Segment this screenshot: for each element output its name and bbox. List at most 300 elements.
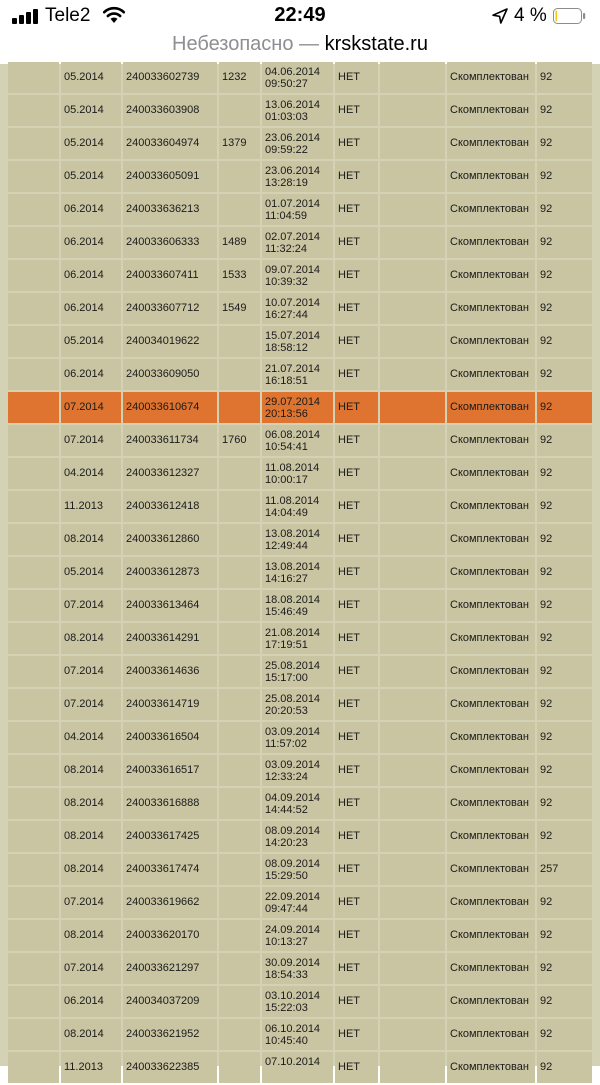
cell-status: Скомплектован xyxy=(447,1052,535,1083)
cell-blank xyxy=(8,62,59,93)
cell-number xyxy=(219,524,260,555)
cell-account: 240033612327 xyxy=(123,458,217,489)
cell-blank xyxy=(8,392,59,423)
cell-month: 07.2014 xyxy=(61,689,121,720)
cell-blank xyxy=(8,260,59,291)
table-row xyxy=(0,491,600,524)
cell-blank xyxy=(380,755,445,786)
cell-account: 240033603908 xyxy=(123,95,217,126)
cell-date: 07.10.2014 xyxy=(265,1056,321,1068)
cell-time: 16:18:51 xyxy=(265,375,308,387)
cell-datetime xyxy=(262,986,333,1017)
cell-date: 25.08.2014 xyxy=(265,660,321,672)
table-row xyxy=(0,458,600,491)
cell-date: 04.06.2014 xyxy=(265,66,321,78)
cell-code: 92 xyxy=(537,359,592,390)
cell-code: 92 xyxy=(537,920,592,951)
address-bar[interactable] xyxy=(0,30,600,64)
cell-flag: НЕТ xyxy=(335,1052,378,1083)
cell-date: 22.09.2014 xyxy=(265,891,321,903)
cell-datetime xyxy=(262,491,333,522)
cell-status: Скомплектован xyxy=(447,359,535,390)
cell-blank xyxy=(380,392,445,423)
cell-number xyxy=(219,788,260,819)
cell-number xyxy=(219,722,260,753)
cell-time: 18:58:12 xyxy=(265,342,308,354)
cell-status: Скомплектован xyxy=(447,260,535,291)
cell-flag: НЕТ xyxy=(335,194,378,225)
cell-flag: НЕТ xyxy=(335,689,378,720)
cell-blank xyxy=(380,788,445,819)
cell-account: 240033610674 xyxy=(123,392,217,423)
table-row xyxy=(0,755,600,788)
cell-date: 18.08.2014 xyxy=(265,594,321,606)
cell-flag: НЕТ xyxy=(335,326,378,357)
table-row xyxy=(0,128,600,161)
cell-time: 10:54:41 xyxy=(265,441,308,453)
cell-blank xyxy=(8,590,59,621)
cell-status: Скомплектован xyxy=(447,920,535,951)
cell-flag: НЕТ xyxy=(335,557,378,588)
cell-number xyxy=(219,95,260,126)
cell-blank xyxy=(380,953,445,984)
cell-blank xyxy=(380,326,445,357)
cell-month: 05.2014 xyxy=(61,557,121,588)
cell-date: 09.07.2014 xyxy=(265,264,321,276)
cell-date: 24.09.2014 xyxy=(265,924,321,936)
cell-time: 10:39:32 xyxy=(265,276,308,288)
cell-code: 92 xyxy=(537,656,592,687)
cell-status: Скомплектован xyxy=(447,227,535,258)
cell-number xyxy=(219,689,260,720)
cell-blank xyxy=(8,887,59,918)
cell-time: 14:44:52 xyxy=(265,804,308,816)
table-row xyxy=(0,656,600,689)
table-row xyxy=(0,194,600,227)
cell-time: 10:45:40 xyxy=(265,1035,308,1047)
table-row xyxy=(0,623,600,656)
cell-flag: НЕТ xyxy=(335,95,378,126)
cell-account: 240033616517 xyxy=(123,755,217,786)
cell-number xyxy=(219,920,260,951)
cell-number xyxy=(219,755,260,786)
cell-number xyxy=(219,656,260,687)
cell-number: 1533 xyxy=(219,260,260,291)
cell-blank xyxy=(380,557,445,588)
cell-date: 13.08.2014 xyxy=(265,528,321,540)
cell-flag: НЕТ xyxy=(335,392,378,423)
cell-month: 07.2014 xyxy=(61,590,121,621)
cell-number xyxy=(219,1052,260,1083)
cell-datetime xyxy=(262,623,333,654)
data-table[interactable] xyxy=(0,64,600,1073)
cell-status: Скомплектован xyxy=(447,326,535,357)
cell-flag: НЕТ xyxy=(335,788,378,819)
cell-time: 14:20:23 xyxy=(265,837,308,849)
cell-blank xyxy=(8,458,59,489)
cell-code: 92 xyxy=(537,755,592,786)
cell-date: 04.09.2014 xyxy=(265,792,321,804)
cell-account: 240033619662 xyxy=(123,887,217,918)
cell-month: 07.2014 xyxy=(61,425,121,456)
cell-blank xyxy=(380,458,445,489)
cell-number xyxy=(219,161,260,192)
cell-flag: НЕТ xyxy=(335,887,378,918)
cell-status: Скомплектован xyxy=(447,491,535,522)
cell-account: 240033622385 xyxy=(123,1052,217,1083)
cell-blank xyxy=(380,128,445,159)
cell-flag: НЕТ xyxy=(335,425,378,456)
cell-month: 04.2014 xyxy=(61,458,121,489)
cell-date: 06.10.2014 xyxy=(265,1023,321,1035)
cell-status: Скомплектован xyxy=(447,1019,535,1050)
cell-month: 07.2014 xyxy=(61,887,121,918)
table-row xyxy=(0,821,600,854)
cell-number xyxy=(219,491,260,522)
cell-blank xyxy=(380,194,445,225)
cell-blank xyxy=(8,953,59,984)
cell-code: 92 xyxy=(537,491,592,522)
cell-datetime xyxy=(262,1052,333,1083)
cell-date: 21.08.2014 xyxy=(265,627,321,639)
cell-datetime xyxy=(262,359,333,390)
cell-number xyxy=(219,986,260,1017)
cell-time: 15:46:49 xyxy=(265,606,308,618)
cell-code: 92 xyxy=(537,557,592,588)
cell-account: 240033616504 xyxy=(123,722,217,753)
cell-flag: НЕТ xyxy=(335,755,378,786)
cell-date: 29.07.2014 xyxy=(265,396,321,408)
cell-blank xyxy=(8,293,59,324)
cell-code: 92 xyxy=(537,62,592,93)
cell-code: 92 xyxy=(537,623,592,654)
cell-datetime xyxy=(262,722,333,753)
cell-blank xyxy=(8,986,59,1017)
cell-blank xyxy=(8,755,59,786)
cell-month: 08.2014 xyxy=(61,920,121,951)
cell-blank xyxy=(380,887,445,918)
cell-flag: НЕТ xyxy=(335,986,378,1017)
cell-month: 05.2014 xyxy=(61,161,121,192)
cell-code: 92 xyxy=(537,161,592,192)
cell-code: 92 xyxy=(537,95,592,126)
cell-code: 92 xyxy=(537,788,592,819)
cell-code: 92 xyxy=(537,128,592,159)
cell-flag: НЕТ xyxy=(335,491,378,522)
cell-date: 25.08.2014 xyxy=(265,693,321,705)
cell-number xyxy=(219,557,260,588)
cell-account: 240033612873 xyxy=(123,557,217,588)
table-row xyxy=(0,1052,600,1085)
cell-month: 08.2014 xyxy=(61,755,121,786)
cell-code: 92 xyxy=(537,689,592,720)
cell-date: 03.09.2014 xyxy=(265,726,321,738)
cell-date: 08.09.2014 xyxy=(265,858,321,870)
cell-date: 23.06.2014 xyxy=(265,132,321,144)
cell-time: 18:54:33 xyxy=(265,969,308,981)
cellular-signal-icon xyxy=(12,9,40,24)
cell-time: 15:29:50 xyxy=(265,870,308,882)
cell-time: 11:04:59 xyxy=(265,210,308,222)
cell-time: 14:16:27 xyxy=(265,573,308,585)
cell-status: Скомплектован xyxy=(447,557,535,588)
cell-datetime xyxy=(262,95,333,126)
cell-status: Скомплектован xyxy=(447,854,535,885)
cell-blank xyxy=(380,227,445,258)
cell-flag: НЕТ xyxy=(335,854,378,885)
site-domain: krskstate.ru xyxy=(324,33,428,55)
cell-blank xyxy=(8,161,59,192)
cell-number: 1489 xyxy=(219,227,260,258)
cell-date: 13.08.2014 xyxy=(265,561,321,573)
cell-flag: НЕТ xyxy=(335,722,378,753)
cell-blank xyxy=(380,293,445,324)
status-bar xyxy=(0,0,600,32)
cell-flag: НЕТ xyxy=(335,293,378,324)
cell-month: 05.2014 xyxy=(61,62,121,93)
cell-flag: НЕТ xyxy=(335,821,378,852)
cell-blank xyxy=(8,854,59,885)
table-row xyxy=(0,326,600,359)
cell-blank xyxy=(380,656,445,687)
table-row xyxy=(0,788,600,821)
cell-status: Скомплектован xyxy=(447,524,535,555)
cell-time: 11:57:02 xyxy=(265,738,308,750)
cell-blank xyxy=(8,821,59,852)
cell-flag: НЕТ xyxy=(335,590,378,621)
cell-number: 1549 xyxy=(219,293,260,324)
table-row xyxy=(0,392,600,425)
cell-month: 06.2014 xyxy=(61,227,121,258)
cell-datetime xyxy=(262,821,333,852)
cell-blank xyxy=(380,623,445,654)
cell-date: 13.06.2014 xyxy=(265,99,321,111)
cell-datetime xyxy=(262,524,333,555)
table-row xyxy=(0,887,600,920)
table-row xyxy=(0,1019,600,1052)
cell-number xyxy=(219,590,260,621)
table-row xyxy=(0,62,600,95)
cell-date: 11.08.2014 xyxy=(265,495,320,507)
cell-time: 09:47:44 xyxy=(265,903,308,915)
cell-blank xyxy=(8,920,59,951)
battery-icon xyxy=(553,8,586,24)
cell-month: 05.2014 xyxy=(61,326,121,357)
cell-datetime xyxy=(262,788,333,819)
table-row xyxy=(0,359,600,392)
cell-status: Скомплектован xyxy=(447,293,535,324)
cell-time: 20:20:53 xyxy=(265,705,308,717)
cell-time: 15:17:00 xyxy=(265,672,308,684)
cell-code: 92 xyxy=(537,1052,592,1083)
cell-datetime xyxy=(262,920,333,951)
cell-time: 15:22:03 xyxy=(265,1002,308,1014)
cell-time: 09:59:22 xyxy=(265,144,308,156)
cell-number xyxy=(219,953,260,984)
cell-account: 240033614636 xyxy=(123,656,217,687)
cell-number xyxy=(219,854,260,885)
cell-time: 09:50:27 xyxy=(265,78,308,90)
cell-account: 240033614291 xyxy=(123,623,217,654)
cell-blank xyxy=(380,590,445,621)
cell-status: Скомплектован xyxy=(447,62,535,93)
cell-blank xyxy=(8,557,59,588)
cell-code: 92 xyxy=(537,194,592,225)
cell-code: 92 xyxy=(537,1019,592,1050)
cell-account: 240034019622 xyxy=(123,326,217,357)
cell-number xyxy=(219,623,260,654)
cell-time: 01:03:03 xyxy=(265,111,308,123)
cell-date: 11.08.2014 xyxy=(265,462,320,474)
cell-month: 06.2014 xyxy=(61,194,121,225)
cell-code: 92 xyxy=(537,524,592,555)
location-arrow-icon xyxy=(492,8,508,24)
cell-status: Скомплектован xyxy=(447,986,535,1017)
cell-flag: НЕТ xyxy=(335,458,378,489)
cell-code: 92 xyxy=(537,293,592,324)
cell-datetime xyxy=(262,161,333,192)
cell-blank xyxy=(380,95,445,126)
cell-datetime xyxy=(262,227,333,258)
cell-code: 92 xyxy=(537,986,592,1017)
cell-blank xyxy=(8,95,59,126)
cell-time: 17:19:51 xyxy=(265,639,308,651)
cell-status: Скомплектован xyxy=(447,788,535,819)
cell-blank xyxy=(380,920,445,951)
cell-code: 92 xyxy=(537,326,592,357)
cell-account: 240033612860 xyxy=(123,524,217,555)
cell-date: 02.07.2014 xyxy=(265,231,321,243)
cell-account: 240033617474 xyxy=(123,854,217,885)
cell-account: 240033607712 xyxy=(123,293,217,324)
table-row xyxy=(0,557,600,590)
cell-datetime xyxy=(262,326,333,357)
cell-blank xyxy=(8,689,59,720)
cell-number xyxy=(219,194,260,225)
table-row xyxy=(0,227,600,260)
cell-blank xyxy=(380,1052,445,1083)
cell-code: 92 xyxy=(537,458,592,489)
cell-status: Скомплектован xyxy=(447,194,535,225)
cell-time: 16:27:44 xyxy=(265,309,308,321)
table-row xyxy=(0,260,600,293)
cell-date: 08.09.2014 xyxy=(265,825,321,837)
cell-status: Скомплектован xyxy=(447,425,535,456)
cell-number xyxy=(219,359,260,390)
cell-account: 240033607411 xyxy=(123,260,217,291)
cell-code: 92 xyxy=(537,227,592,258)
cell-datetime xyxy=(262,953,333,984)
cell-code: 92 xyxy=(537,821,592,852)
cell-blank xyxy=(380,62,445,93)
cell-datetime xyxy=(262,425,333,456)
cell-blank xyxy=(380,821,445,852)
cell-number xyxy=(219,458,260,489)
cell-month: 07.2014 xyxy=(61,392,121,423)
cell-account: 240033604974 xyxy=(123,128,217,159)
cell-blank xyxy=(8,1019,59,1050)
cell-month: 11.2013 xyxy=(61,1052,121,1083)
cell-blank xyxy=(380,161,445,192)
cell-code: 92 xyxy=(537,722,592,753)
cell-code: 92 xyxy=(537,392,592,423)
cell-month: 08.2014 xyxy=(61,623,121,654)
cell-month: 08.2014 xyxy=(61,788,121,819)
cell-account: 240033621297 xyxy=(123,953,217,984)
cell-number xyxy=(219,392,260,423)
cell-status: Скомплектован xyxy=(447,722,535,753)
cell-flag: НЕТ xyxy=(335,623,378,654)
cell-code: 92 xyxy=(537,953,592,984)
cell-blank xyxy=(8,425,59,456)
cell-month: 08.2014 xyxy=(61,524,121,555)
cell-blank xyxy=(8,788,59,819)
clock: 22:49 xyxy=(274,4,326,26)
cell-time: 14:04:49 xyxy=(265,507,308,519)
cell-number xyxy=(219,1019,260,1050)
cell-flag: НЕТ xyxy=(335,128,378,159)
cell-date: 23.06.2014 xyxy=(265,165,321,177)
table-row xyxy=(0,161,600,194)
table-row xyxy=(0,722,600,755)
cell-month: 08.2014 xyxy=(61,821,121,852)
table-row xyxy=(0,689,600,722)
cell-flag: НЕТ xyxy=(335,227,378,258)
cell-code: 92 xyxy=(537,590,592,621)
cell-datetime xyxy=(262,590,333,621)
cell-date: 03.10.2014 xyxy=(265,990,321,1002)
cell-flag: НЕТ xyxy=(335,359,378,390)
cell-number xyxy=(219,326,260,357)
cell-number xyxy=(219,821,260,852)
cell-status: Скомплектован xyxy=(447,755,535,786)
cell-status: Скомплектован xyxy=(447,392,535,423)
cell-datetime xyxy=(262,194,333,225)
cell-account: 240033609050 xyxy=(123,359,217,390)
cell-account: 240034037209 xyxy=(123,986,217,1017)
cell-date: 01.07.2014 xyxy=(265,198,321,210)
cell-blank xyxy=(8,656,59,687)
cell-month: 06.2014 xyxy=(61,293,121,324)
cell-blank xyxy=(8,194,59,225)
cell-blank xyxy=(8,326,59,357)
cell-datetime xyxy=(262,392,333,423)
cell-blank xyxy=(8,722,59,753)
cell-datetime xyxy=(262,458,333,489)
cell-time: 10:00:17 xyxy=(265,474,308,486)
cell-month: 05.2014 xyxy=(61,95,121,126)
table-row xyxy=(0,920,600,953)
cell-month: 11.2013 xyxy=(61,491,121,522)
cell-number: 1760 xyxy=(219,425,260,456)
address-separator: — xyxy=(299,33,320,55)
cell-datetime xyxy=(262,689,333,720)
cell-month: 07.2014 xyxy=(61,656,121,687)
cell-blank xyxy=(380,425,445,456)
cell-number xyxy=(219,887,260,918)
cell-status: Скомплектован xyxy=(447,656,535,687)
cell-datetime xyxy=(262,62,333,93)
cell-blank xyxy=(8,491,59,522)
cell-flag: НЕТ xyxy=(335,920,378,951)
carrier-name: Tele2 xyxy=(45,5,91,26)
cell-blank xyxy=(8,524,59,555)
cell-flag: НЕТ xyxy=(335,161,378,192)
table-row xyxy=(0,293,600,326)
cell-datetime xyxy=(262,557,333,588)
cell-flag: НЕТ xyxy=(335,62,378,93)
cell-status: Скомплектован xyxy=(447,590,535,621)
